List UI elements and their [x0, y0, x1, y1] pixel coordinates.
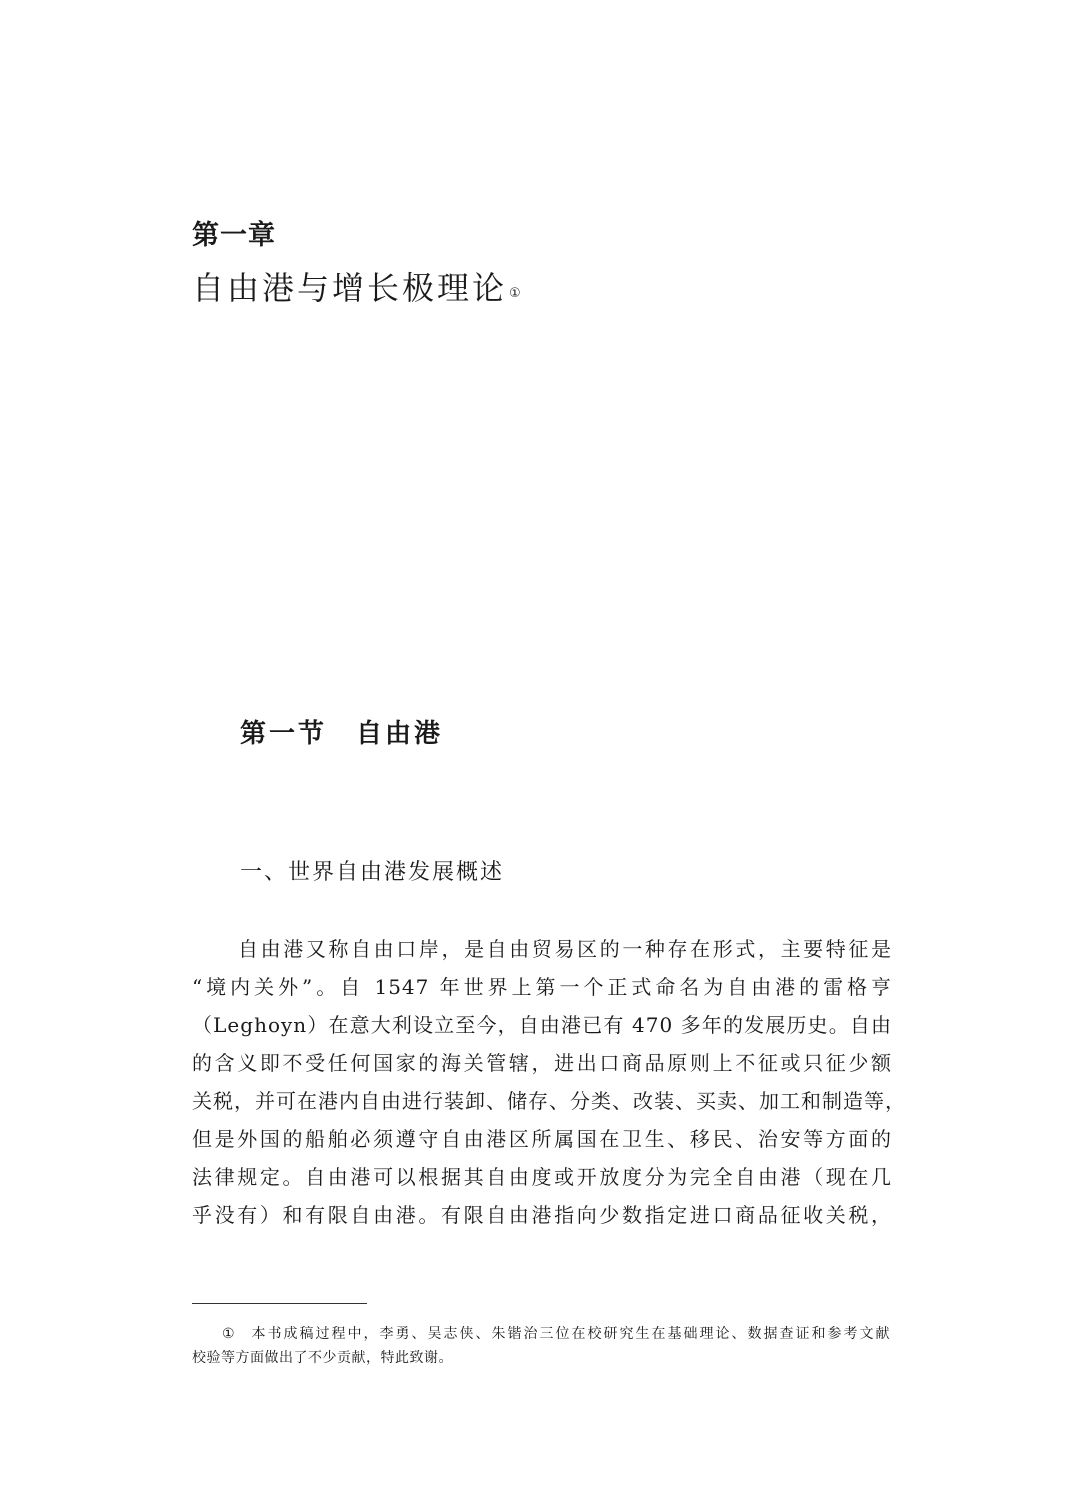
paragraph-line: 但是外国的船舶必须遵守自由港区所属国在卫生、移民、治安等方面的: [192, 1127, 892, 1151]
section-title: 第一节 自由港: [240, 719, 444, 749]
subsection-title: 一、世界自由港发展概述: [240, 860, 505, 885]
chapter-label: 第一章: [192, 220, 276, 251]
body-paragraph: [192, 930, 906, 1234]
footnote-reference[interactable]: ①: [509, 286, 521, 301]
paragraph-line: （Leghoyn）在意大利设立至今，自由港已有 470 多年的发展历史。自由: [192, 1013, 892, 1037]
paragraph-line: 自由港又称自由口岸，是自由贸易区的一种存在形式，主要特征是: [238, 937, 892, 961]
chapter-title: [192, 266, 521, 310]
paragraph-line: 关税，并可在港内自由进行装卸、储存、分类、改装、买卖、加工和制造等，: [192, 1089, 906, 1113]
footnote-divider: [192, 1303, 367, 1304]
footnote-line: 校验等方面做出了不少贡献，特此致谢。: [192, 1350, 453, 1366]
footnote: [192, 1322, 890, 1370]
chapter-title-text: 自由港与增长极理论: [192, 269, 508, 307]
paragraph-line: 的含义即不受任何国家的海关管辖，进出口商品原则上不征或只征少额: [192, 1051, 892, 1075]
footnote-marker: ①: [222, 1326, 236, 1342]
paragraph-line: 乎没有）和有限自由港。有限自由港指向少数指定进口商品征收关税，: [192, 1203, 892, 1227]
paragraph-line: “境内关外”。自 1547 年世界上第一个正式命名为自由港的雷格亨: [192, 975, 892, 999]
footnote-line: [192, 1322, 890, 1346]
footnote-text: 本书成稿过程中，李勇、吴志侠、朱锴治三位在校研究生在基础理论、数据查证和参考文献: [250, 1326, 890, 1342]
paragraph-line: 法律规定。自由港可以根据其自由度或开放度分为完全自由港（现在几: [192, 1165, 892, 1189]
